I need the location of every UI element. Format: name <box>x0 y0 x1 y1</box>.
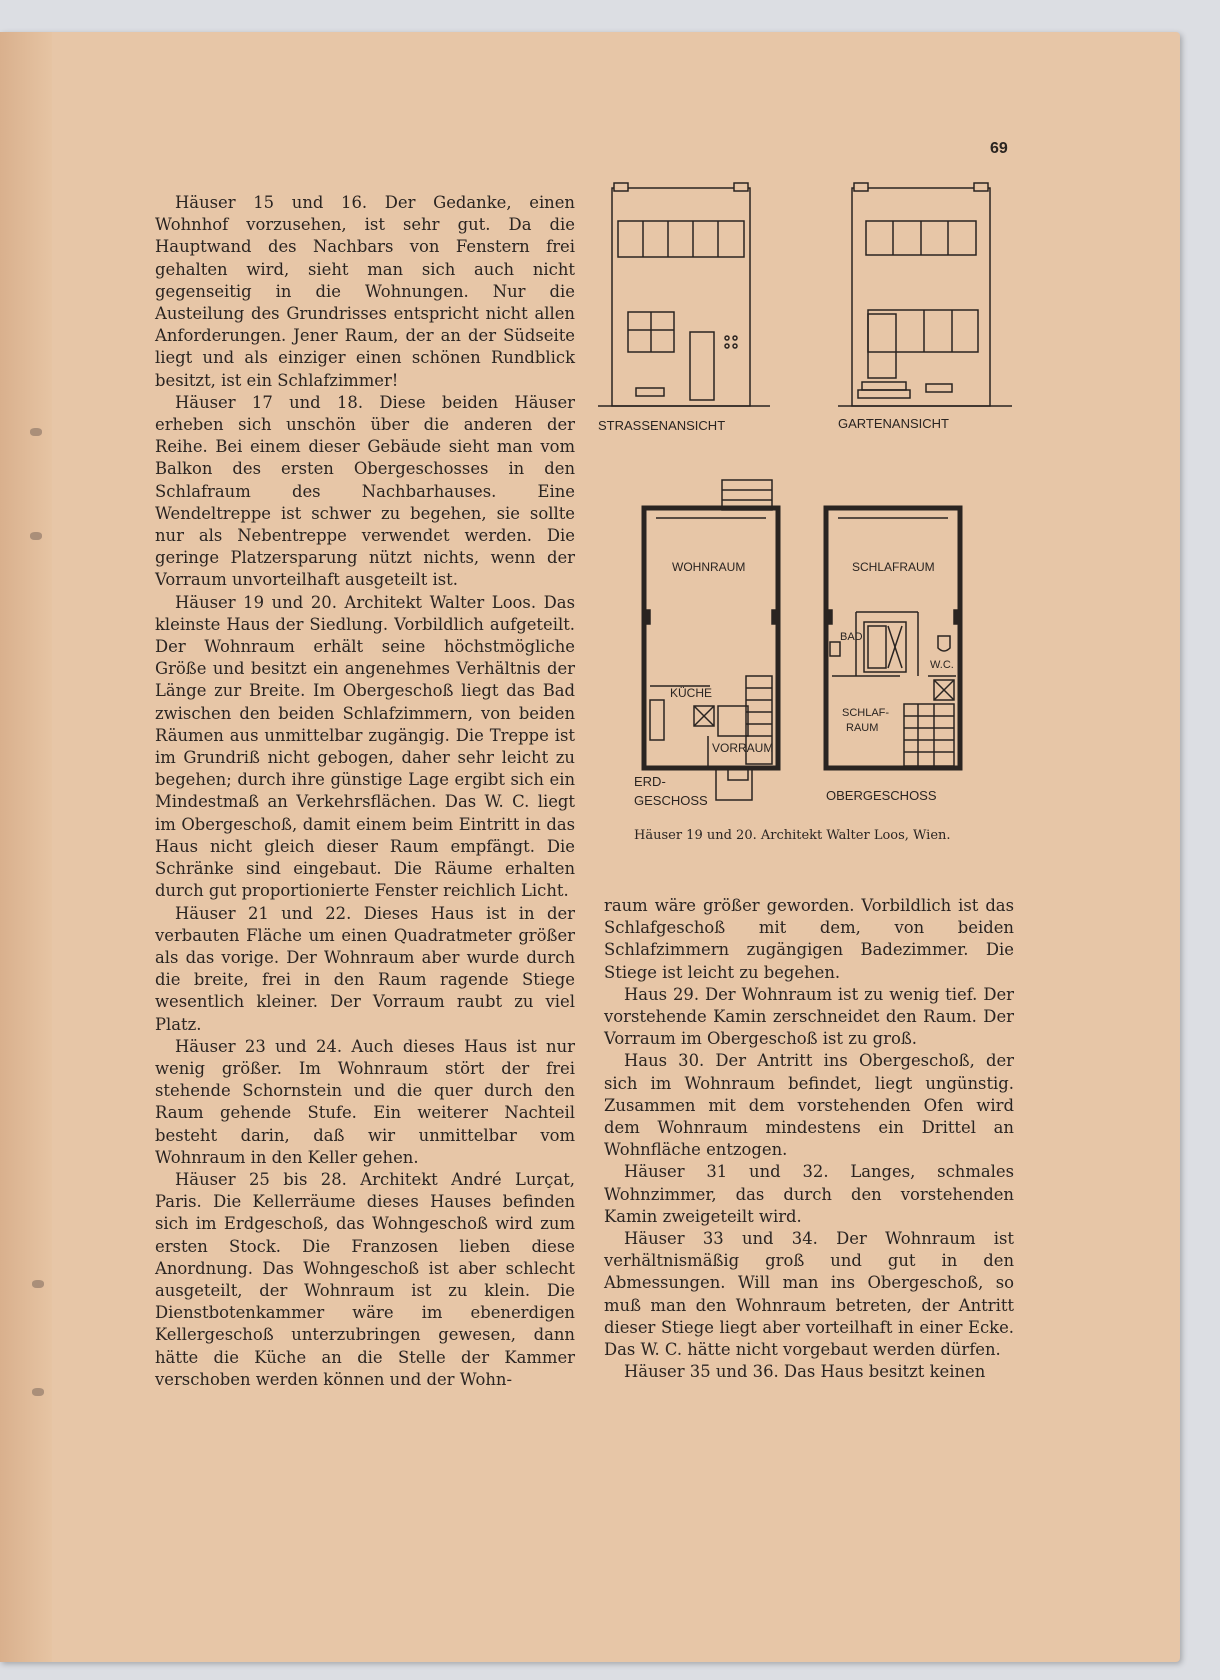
garden-elevation-drawing <box>838 183 1012 406</box>
paragraph: Häuser 33 und 34. Der Wohnraum ist verhältnismäßig groß und gut in den Abmessungen. Will man ins Obergeschoß, so muß man den Wohnraum betreten, der Antritt dieser Stiege liegt aber vorteilhaft in einer Ecke. Das W. C. hätte nicht vorgebaut werden dürfen. <box>604 1229 1014 1360</box>
paragraph: Haus 30. Der Antritt ins Obergeschoß, der sich im Wohnraum befindet, liegt ungünstig. Zusammen mit dem vorstehenden Ofen wird dem Wohnraum mindestens ein Drittel an Wohnfläche entzogen. <box>604 1051 1014 1160</box>
paragraph: Haus 29. Der Wohnraum ist zu wenig tief. Der vorstehende Kamin zerschneidet den Raum. Der Vorraum im Obergeschoß ist zu groß. <box>604 984 1014 1049</box>
paragraph: raum wäre größer geworden. Vorbildlich ist das Schlafgeschoß mit dem, von beiden Schlafzimmern zugängigen Badezimmer. Die Stiege ist leicht zu begehen. <box>604 896 1014 982</box>
paragraph: Häuser 21 und 22. Dieses Haus ist in der verbauten Fläche um einen Quadratmeter größer als das vorige. Der Wohnraum aber wurde durch die breite, frei in den Raum ragende Stiege wesentlich kleiner. Der Vorraum raubt zu viel Platz. <box>155 903 575 1034</box>
paragraph: Häuser 31 und 32. Langes, schmales Wohnzimmer, das durch den vorstehenden Kamin zweigeteilt wird. <box>604 1162 1014 1226</box>
page-number: 69 <box>990 140 1008 157</box>
paragraph: Häuser 23 und 24. Auch dieses Haus ist nur wenig größer. Im Wohnraum stört der frei stehende Schornstein und die quer durch den Raum gehende Stufe. Ein weiterer Nachteil besteht darin, daß wir unmittelbar vom Wohnraum in den Keller gehen. <box>155 1036 575 1167</box>
bedroom2-label-line1: SCHLAF- <box>842 707 890 719</box>
paragraph: Häuser 17 und 18. Diese beiden Häuser erheben sich unschön über die anderen der Reihe. Bei einem dieser Gebäude sieht man vom Balkon des ersten Obergeschosses in den Schlafraum des Nachbarhauses. Eine Wendeltreppe ist schwer zu begehen, sie sollte nur als Nebentreppe verwendet werden. Die geringe Platzersparung nützt nichts, wenn der Vorraum unvorteilhaft ausgeteilt ist. <box>155 392 575 590</box>
bedroom2-label-line2: RAUM <box>846 722 879 734</box>
right-text-column <box>604 895 1014 1383</box>
bedroom-label: SCHLAFRAUM <box>852 560 935 574</box>
street-elevation-drawing <box>598 183 770 406</box>
garden-elevation-label: GARTENANSICHT <box>838 416 949 431</box>
figure-caption: Häuser 19 und 20. Architekt Walter Loos, Wien. <box>634 828 951 843</box>
kitchen-label: KÜCHE <box>670 686 713 700</box>
ground-floor-title-1: ERD- <box>634 774 666 789</box>
ground-floor-title-2: GESCHOSS <box>634 793 708 808</box>
living-room-label: WOHNRAUM <box>672 560 746 574</box>
paragraph: Häuser 15 und 16. Der Gedanke, einen Wohnhof vorzusehen, ist sehr gut. Da die Hauptwand des Nachbars von Fenstern frei gehalten wird, sieht man sich auch nicht gegenseitig in die Wohnungen. Nur die Austeilung des Grundrisses entspricht nicht allen Anforderungen. Jener Raum, der an der Südseite liegt und als einziger einen schönen Rundblick besitzt, ist ein Schlafzimmer! <box>155 193 575 390</box>
paragraph: Häuser 25 bis 28. Architekt André Lurçat, Paris. Die Kellerräume dieses Hauses befinden sich im Erdgeschoß, das Wohngeschoß wird zum ersten Stock. Die Franzosen lieben diese Anordnung. Das Wohngeschoß ist aber schlecht ausgeteilt, der Wohnraum ist zu klein. Die Dienstbotenkammer wäre im ebenerdigen Kellergeschoß unterzubringen gewesen, dann hätte die Küche an die Stelle der Kammer verschoben werden können und der Wohn- <box>155 1169 575 1389</box>
vestibule-label: VORRAUM <box>712 741 774 755</box>
wc-label: W.C. <box>930 659 954 671</box>
street-elevation-label: STRASSENANSICHT <box>598 418 726 433</box>
paragraph: Häuser 35 und 36. Das Haus besitzt keinen <box>624 1362 986 1382</box>
bath-label: BAD <box>840 631 863 643</box>
paragraph: Häuser 19 und 20. Architekt Walter Loos. Das kleinste Haus der Siedlung. Vorbildlich aufgeteilt. Der Wohnraum erhält seine höchstmögliche Größe und besitzt ein angenehmes Verhältnis der Länge zur Breite. Im Obergeschoß liegt das Bad zwischen den beiden Schlafzimmern, von beiden Räumen aus unmittelbar zugängig. Die Treppe ist im Grundriß nicht gebogen, daher sehr leicht zu begehen; durch ihre günstige Lage ergibt sich ein Mindestmaß an Verkehrsflächen. Das W. C. liegt im Obergeschoß, damit einem beim Eintritt in das Haus nicht gleich dieser Raum empfängt. Die Schränke sind eingebaut. Die Räume erhalten durch gut proportionierte Fenster reichlich Licht. <box>155 592 575 901</box>
upper-floor-title: OBERGESCHOSS <box>826 788 937 803</box>
